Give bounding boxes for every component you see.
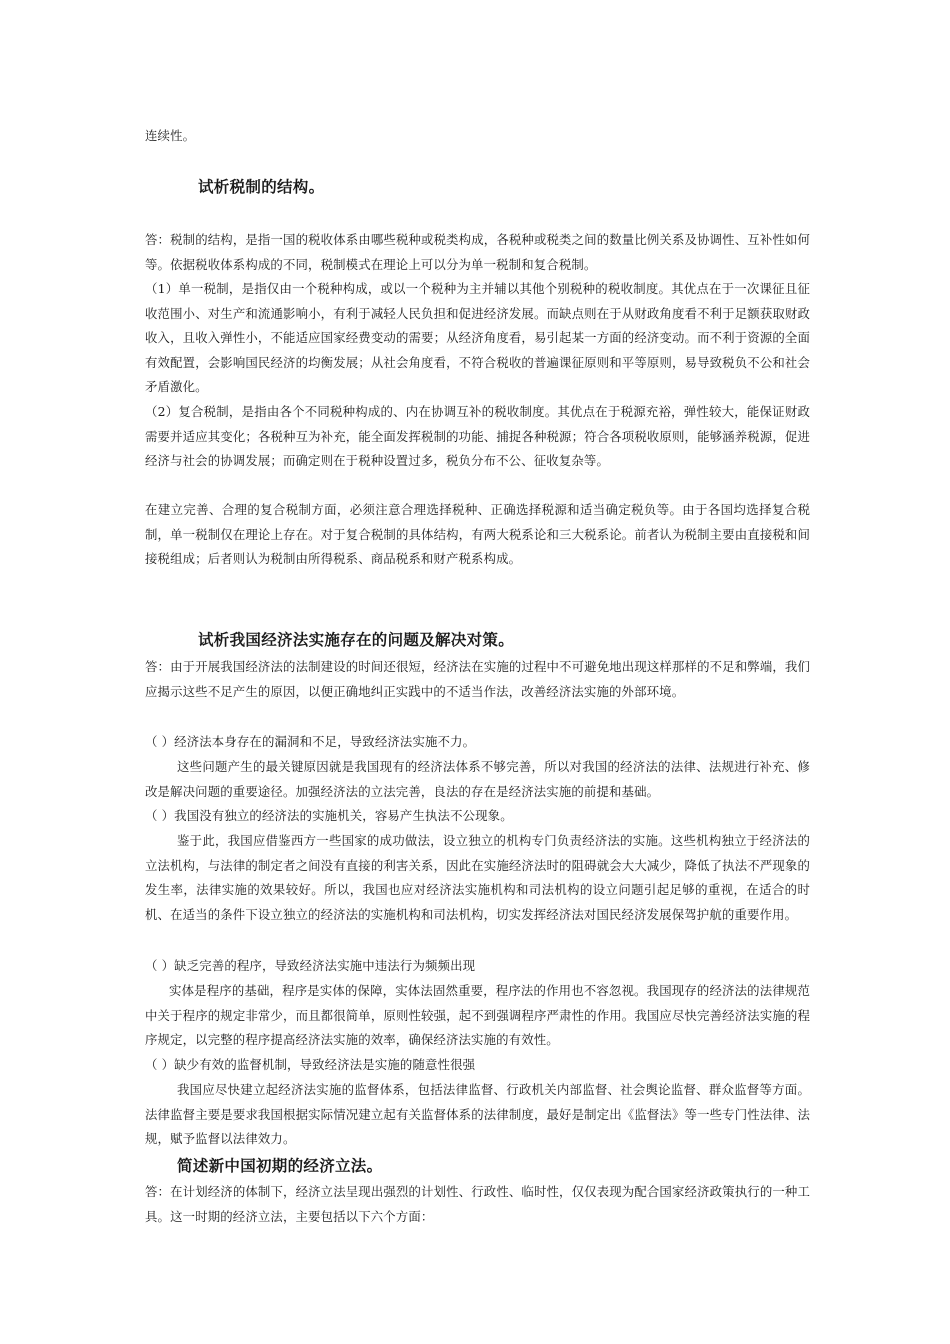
section-heading: 试析税制的结构。	[198, 177, 325, 196]
section-heading: 简述新中国初期的经济立法。	[177, 1156, 383, 1175]
paragraph: （ ）我国没有独立的经济法的实施机关，容易产生执法不公现象。	[145, 808, 513, 823]
paragraph: 在建立完善、合理的复合税制方面，必须注意合理选择税种、正确选择税源和适当确定税负等。由于各国均选择复合税制，单一税制仅在理论上存在。对于复合税制的具体结构，有两大税系论和三大税系论。前者认为税制主要由直接税和间接税组成；后者则认为税制由所得税系、商品税系和财产税系构成。	[145, 502, 810, 566]
paragraph: （ ）缺乏完善的程序，导致经济法实施中违法行为频频出现	[145, 958, 476, 973]
paragraph: 答：在计划经济的体制下，经济立法呈现出强烈的计划性、行政性、临时性，仅仅表现为配合国家经济政策执行的一种工具。这一时期的经济立法，主要包括以下六个方面：	[145, 1184, 810, 1224]
paragraph: （ ）缺少有效的监督机制，导致经济法是实施的随意性很强	[145, 1057, 476, 1072]
paragraph: 答：税制的结构，是指一国的税收体系由哪些税种或税类构成，各税种或税类之间的数量比例关系及协调性、互补性如何等。依据税收体系构成的不同，税制模式在理论上可以分为单一税制和复合税制。	[145, 232, 810, 272]
paragraph: 我国应尽快建立起经济法实施的监督体系，包括法律监督、行政机关内部监督、社会舆论监督、群众监督等方面。法律监督主要是要求我国根据实际情况建立起有关监督体系的法律制度，最好是制定出《监督法》等一些专门性法律、法规，赋予监督以法律效力。	[145, 1082, 810, 1146]
paragraph: （ ）经济法本身存在的漏洞和不足，导致经济法实施不力。	[145, 734, 476, 749]
paragraph: （1）单一税制，是指仅由一个税种构成，或以一个税种为主并辅以其他个别税种的税收制度。其优点在于一次课征且征收范围小、对生产和流通影响小，有利于减轻人民负担和促进经济发展。而缺点则在于从财政角度看不利于足额获取财政收入，且收入弹性小，不能适应国家经费变动的需要；从经济角度看，易引起某一方面的经济变动。而不利于资源的全面有效配置，会影响国民经济的均衡发展；从社会角度看，不符合税收的普遍课征原则和平等原则，易导致税负不公和社会矛盾激化。	[145, 281, 810, 394]
paragraph: 这些问题产生的最关键原因就是我国现有的经济法体系不够完善，所以对我国的经济法的法律、法规进行补充、修改是解决问题的重要途径。加强经济法的立法完善，良法的存在是经济法实施的前提和基础。	[145, 759, 810, 799]
section-heading: 试析我国经济法实施存在的问题及解决对策。	[198, 630, 515, 649]
paragraph: 连续性。	[145, 128, 196, 143]
paragraph: 鉴于此，我国应借鉴西方一些国家的成功做法，设立独立的机构专门负责经济法的实施。这些机构独立于经济法的立法机构，与法律的制定者之间没有直接的利害关系，因此在实施经济法时的阻碍就会大大减少，降低了执法不严现象的发生率，法律实施的效果较好。所以，我国也应对经济法实施机构和司法机构的设立问题引起足够的重视，在适合的时机、在适当的条件下设立独立的经济法的实施机构和司法机构，切实发挥经济法对国民经济发展保驾护航的重要作用。	[145, 833, 810, 922]
paragraph: 实体是程序的基础，程序是实体的保障，实体法固然重要，程序法的作用也不容忽视。我国现存的经济法的法律规范中关于程序的规定非常少，而且都很简单，原则性较强，起不到强调程序严肃性的作用。我国应尽快完善经济法实施的程序规定，以完整的程序提高经济法实施的效率，确保经济法实施的有效性。	[145, 983, 810, 1047]
paragraph: 答：由于开展我国经济法的法制建设的时间还很短，经济法在实施的过程中不可避免地出现这样那样的不足和弊端，我们应揭示这些不足产生的原因，以便正确地纠正实践中的不适当作法，改善经济法实施的外部环境。	[145, 659, 810, 699]
paragraph: （2）复合税制，是指由各个不同税种构成的、内在协调互补的税收制度。其优点在于税源充裕，弹性较大，能保证财政需要并适应其变化；各税种互为补充，能全面发挥税制的功能、捕捉各种税源；符合各项税收原则，能够涵养税源，促进经济与社会的协调发展；而确定则在于税种设置过多，税负分布不公、征收复杂等。	[145, 404, 810, 468]
